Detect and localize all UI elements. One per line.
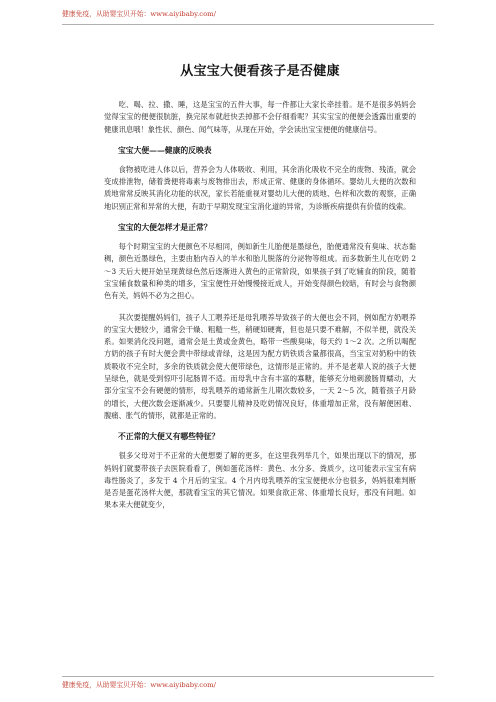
section-3-paragraph-1: 很多父母对于不正常的大便想要了解的更多，在这里我列举几个，如果出现以下的情况，那妈妈们就要带孩子去医院看看了，例如蛋花汤样：黄色、水分多、粪质少，这可能表示宝宝有病毒性肠炎了，多发于 4 个月后的宝宝。4 个月内母乳喂养的宝宝便便水分也很多，妈妈很难判断是否是蛋花汤样大便，那就看宝宝的其它情况。如果食欲正常、体重增长良好，那没有问题。如果本来大便就变少， [104,451,416,510]
section-heading-abnormal-stool: 不正常的大便又有哪些特征？ [118,432,220,442]
section-heading-health-indicator: 宝宝大便——健康的反映表 [118,145,212,155]
page-footer-link[interactable]: 健康免疫，从助婴宝贝开始：www.aiyibaby.com/ [62,681,216,689]
article-title: 从宝宝大便看孩子是否健康 [180,64,340,79]
article-body [104,64,416,521]
page-header-link[interactable]: 健康免疫，从助婴宝贝开始：www.aiyibaby.com/ [62,10,216,18]
header-divider [62,24,434,25]
footer-divider [62,676,434,677]
intro-paragraph: 吃、喝、拉、撒、睡，这是宝宝的五件大事，每一件都让大家长牵挂着。是不是很多妈妈会觉得宝宝的便便很肮脏，换完尿布就赶快丢掉都不会仔细看呢？其实宝宝的便便会透露出重要的健康讯息哦！象性状、颜色、闻气味等，从现在开始，学会读出宝宝便便的健康信号。 [104,100,416,134]
section-2-paragraph-2: 其次要提醒妈妈们，孩子人工喂养还是母乳喂养导致孩子的大便也会不同，例如配方奶喂养的宝宝大便较少，通常会干燥、粗糙一些，稍硬如硬膏，但也是只要不难解，不似羊便，就没关系。如果消化没问题，通常会是土黄或金黄色，略带一些酸臭味，每天约 1～2 次。之所以喝配方奶的孩子有时大便会黄中带绿或青绿，这是因为配方奶铁质含量都很高，当宝宝对奶粉中的铁质吸收不完全时，多余的铁质就会使大便带绿色，这情形是正常的。并不是老辈人说的孩子大便呈绿色，就是受到惊吓引起肠胃不适。而母乳中含有丰富的寡糖，能够充分地刺激肠胃蠕动，大部分宝宝不会有硬便的情形，母乳喂养的通常新生儿期次数较多，一天 2～5 次，随着孩子月龄的增长，大便次数会逐渐减少。只要婴儿精神及吃奶情况良好，体重增加正常，没有解便困难、腹痛、胀气的情形，就都是正常的。 [104,312,416,420]
section-1-paragraph-1: 食物被吃进人体以后，营养会为人体吸收、利用，其余消化吸收不完全的废物、残渣，就会变成排泄物，储着粪便将毒素与废物排出去，形成正常、健康的身体循环。婴幼儿大便的次数和质地常常反映其消化功能的状况，家长若能重视对婴幼儿大便的质地、色样和次数的观察，正确地识别正常和异常的大便，有助于早期发现宝宝消化道的异常，为诊断疾病提供有价值的线索。 [104,164,416,211]
section-2-paragraph-1: 每个时期宝宝的大便颜色不尽相同，例如新生儿胎便是墨绿色，胎便通常没有臭味、状态黏稠，颜色近墨绿色，主要由胎内吞入的羊水和胎儿脱落的分泌物等组成。而多数新生儿在吃奶 2～3 天后大便开始呈现黄绿色然后逐渐进入黄色的正常阶段，如果孩子到了吃辅食的阶段，随着宝宝辅食数量和种类的增多，宝宝便性开始慢慢接近成人，开始变得颜色较暗，有时会与食物颜色有关，妈妈不必为之担心。 [104,242,416,301]
section-heading-normal-stool: 宝宝的大便怎样才是正常？ [118,223,212,233]
